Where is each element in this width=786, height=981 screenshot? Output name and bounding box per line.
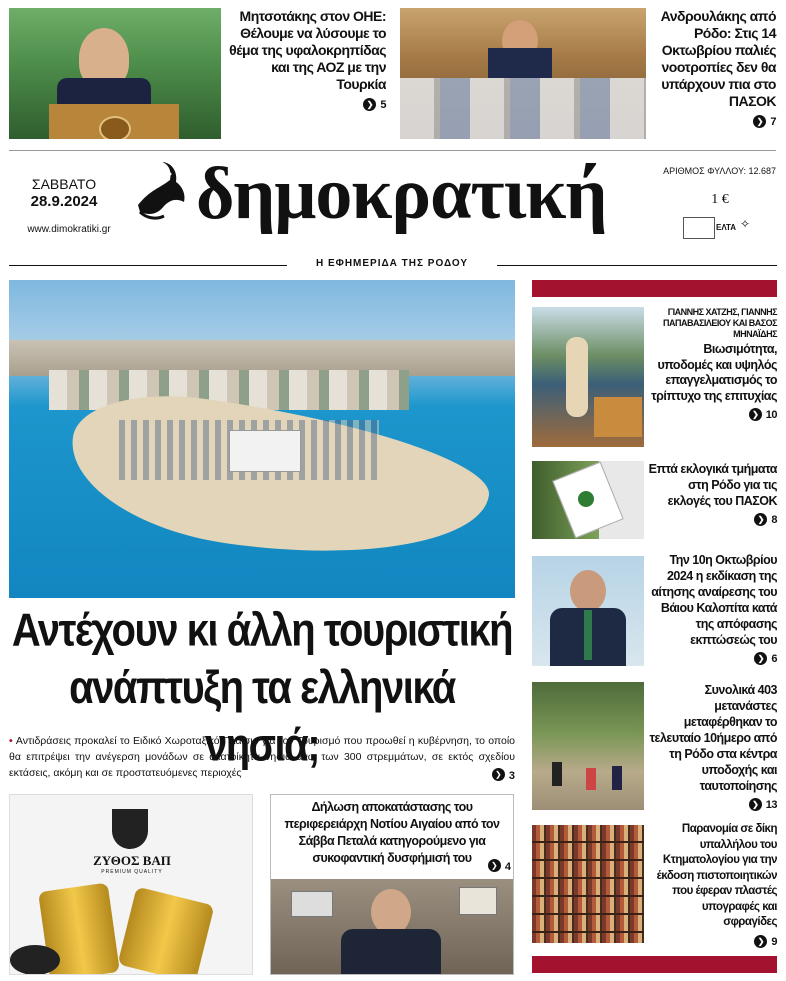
tagline: Η ΕΦΗΜΕΡΙΔΑ ΤΗΣ ΡΟΔΟΥ bbox=[315, 258, 469, 269]
page-arrow-icon: ❯ bbox=[492, 768, 505, 781]
sidebar-story-5-headline: Παρανομία σε δίκη υπαλλήλου του Κτηματολογίου για την έκδοση πιστοποιητικών που έφεραν πλαστές υπογραφές και σφραγίδες bbox=[656, 823, 777, 928]
sidebar-story-4-headline: Συνολικά 403 μετανάστες μεταφέρθηκαν το τελευταίο 10ήμερο από τη Ρόδο στα κέντρα υποδοχής και ταυτοποίησης bbox=[649, 683, 777, 793]
sidebar-photo-archive bbox=[532, 825, 644, 943]
page-ref: 4 bbox=[504, 861, 511, 873]
main-headline-line2: ανάπτυξη τα ελληνικά νησιά; bbox=[69, 662, 455, 772]
ad-sub: PREMIUM QUALITY bbox=[101, 869, 163, 875]
elta-logo bbox=[716, 217, 764, 237]
page-ref: 13 bbox=[765, 799, 777, 811]
sidebar-story-1-headline: Βιωσιμότητα, υποδομές και υψηλός επαγγελματισμός το τρίπτυχο της επιτυχίας bbox=[651, 342, 777, 403]
elta-bird-icon: ✧ bbox=[740, 217, 751, 231]
page-ref: 7 bbox=[770, 116, 776, 128]
page-arrow-icon: ❯ bbox=[749, 408, 762, 421]
main-lead-text: Αντιδράσεις προκαλεί το Ειδικό Χωροταξικό Πλαίσιο για τον Τουρισμό που προωθεί η κυβέρνηση, το οποίο θα επιτρέψει την ανέγερση μονάδων σε ακατοίκητα νησιά άνω των 300 στρεμμάτων, σε εκτός σχεδίου εκτάσεις, ακόμη και σε προστατευόμενες περιοχές bbox=[9, 735, 515, 779]
regional-governor-photo bbox=[271, 879, 513, 974]
page-arrow-icon: ❯ bbox=[754, 652, 767, 665]
sidebar-story-3-headline: Την 10η Οκτωβρίου 2024 η εκδίκαση της αίτησης αναίρεσης του Βάιου Καλοπίτα κατά της απόφασης εκπτώσεώς του bbox=[651, 553, 777, 647]
elta-label: ΕΛΤΑ bbox=[716, 223, 737, 232]
main-page-ref bbox=[470, 766, 515, 784]
page-ref: 9 bbox=[771, 935, 777, 948]
page-ref: 8 bbox=[771, 514, 777, 526]
page-arrow-icon: ❯ bbox=[754, 935, 767, 948]
main-headline-line1: Αντέχουν κι άλλη τουριστική bbox=[11, 605, 513, 657]
top-story-1-headline: Μητσοτάκης στον ΟΗΕ: Θέλουμε να λύσουμε το θέμα της υφαλοκρηπίδας και της ΑΟΖ με την Τουρκία bbox=[229, 8, 386, 92]
sidebar-photo-pasok bbox=[532, 461, 644, 539]
sidebar-story-4[interactable] bbox=[646, 682, 777, 813]
issue-day: ΣΑΒΒΑΤΟ bbox=[31, 176, 97, 192]
tagline-rule-left bbox=[9, 265, 287, 266]
secondary-story-box[interactable] bbox=[270, 794, 514, 975]
top-story-2[interactable] bbox=[650, 8, 776, 131]
page-arrow-icon: ❯ bbox=[488, 859, 501, 872]
issue-number: ΑΡΙΘΜΟΣ ΦΥΛΛΟΥ: 12.687 bbox=[663, 166, 776, 176]
sidebar-story-2-headline: Επτά εκλογικά τμήματα στη Ρόδο για τις εκλογές του ΠΑΣΟΚ bbox=[648, 462, 777, 508]
masthead-title: δημοκρατική bbox=[196, 153, 607, 235]
page-arrow-icon: ❯ bbox=[363, 98, 376, 111]
top-story-2-headline: Ανδρουλάκης από Ρόδο: Στις 14 Οκτωβρίου παλιές νοοτροπίες δεν θα υπάρχουν πια στο ΠΑΣΟΚ bbox=[660, 8, 776, 109]
ad-shield-icon bbox=[112, 809, 148, 849]
website-link[interactable]: www.dimokratiki.gr bbox=[27, 224, 111, 235]
tagline-rule-right bbox=[497, 265, 777, 266]
sidebar-story-3[interactable] bbox=[646, 552, 777, 667]
price: 1 € bbox=[711, 192, 729, 207]
top-story-1[interactable] bbox=[228, 8, 386, 114]
page-ref: 6 bbox=[771, 653, 777, 665]
page-arrow-icon: ❯ bbox=[754, 513, 767, 526]
sidebar-story-2[interactable] bbox=[646, 461, 777, 528]
mitsotakis-un-photo bbox=[9, 8, 221, 139]
page-arrow-icon: ❯ bbox=[749, 798, 762, 811]
sidebar-bottom-bar bbox=[532, 956, 777, 973]
beer-ad[interactable] bbox=[9, 794, 253, 975]
page-ref: 3 bbox=[508, 770, 515, 782]
androulakis-rhodes-photo bbox=[400, 8, 646, 139]
page-arrow-icon: ❯ bbox=[753, 115, 766, 128]
sidebar-top-bar bbox=[532, 280, 777, 297]
sidebar-story-1[interactable] bbox=[646, 307, 777, 423]
sidebar-photo-migrants bbox=[532, 682, 644, 810]
dove-logo-icon bbox=[130, 160, 190, 230]
red-bullet-icon: • bbox=[9, 735, 16, 747]
main-lead[interactable] bbox=[9, 733, 515, 781]
issue-date: 28.9.2024 bbox=[30, 193, 98, 210]
sidebar-story-1-bylines: ΓΙΑΝΝΗΣ ΧΑΤΖΗΣ, ΓΙΑΝΝΗΣ ΠΑΠΑΒΑΣΙΛΕΙΟΥ ΚΑΙ ΒΑΣΟΣ ΜΗΝΑΪΔΗΣ bbox=[663, 307, 777, 339]
page-ref: 5 bbox=[380, 99, 386, 111]
postage-box bbox=[683, 217, 715, 239]
page-ref: 10 bbox=[765, 409, 777, 421]
secondary-page-ref bbox=[488, 857, 511, 875]
sidebar-story-5[interactable] bbox=[646, 822, 777, 950]
ad-brand: ΖΥΘΟΣ ΒΑΠ bbox=[93, 853, 171, 868]
sidebar-photo-kalopitas bbox=[532, 556, 644, 666]
main-story-photo bbox=[9, 280, 515, 598]
sidebar-photo-hotel bbox=[532, 307, 644, 447]
secondary-headline: Δήλωση αποκατάστασης του περιφερειάρχη Νοτίου Αιγαίου από τον Σάββα Πεταλά κατηγορούμενο για συκοφαντική δυσφήμισή του bbox=[284, 800, 500, 865]
